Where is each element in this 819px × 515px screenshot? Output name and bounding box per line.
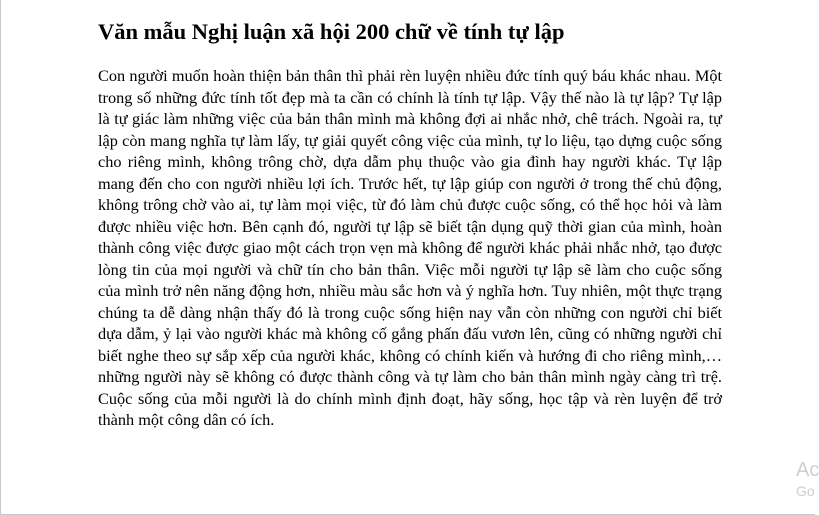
document-title: Văn mẫu Nghị luận xã hội 200 chữ về tính tự lập: [98, 19, 565, 44]
activation-watermark: [796, 458, 819, 500]
document-body-paragraph: Con người muốn hoàn thiện bản thân thì phải rèn luyện nhiều đức tính quý báu khác nhau. Một trong số những đức tính tốt đẹp mà ta cần có chính là tính tự lập. Vậy thế nào là tự lập? Tự lập là tự giác làm những việc của bản thân mình mà không đợi ai nhắc nhở, chê trách. Ngoài ra, tự lập còn mang nghĩa tự làm lấy, tự giải quyết công việc của mình, tự lo liệu, tạo dựng cuộc sống cho riêng mình, không trông chờ, dựa dẫm phụ thuộc vào gia đình hay người khác. Tự lập mang đến cho con người nhiều lợi ích. Trước hết, tự lập giúp con người ở trong thế chủ động, không trông chờ vào ai, tự làm mọi việc, từ đó làm chủ được cuộc sống, có thể học hỏi và làm được nhiều việc hơn. Bên cạnh đó, người tự lập sẽ biết tận dụng quỹ thời gian của mình, hoàn thành công việc được giao một cách trọn vẹn mà không để người khác phải nhắc nhở, tạo được lòng tin của mọi người và chữ tín cho bản thân. Việc mỗi người tự lập sẽ làm cho cuộc sống của mình trở nên năng động hơn, nhiều màu sắc hơn và ý nghĩa hơn. Tuy nhiên, một thực trạng chúng ta dễ dàng nhận thấy đó là trong cuộc sống hiện nay vẫn còn những con người chỉ biết dựa dẫm, ỷ lại vào người khác mà không cố gắng phấn đấu vươn lên, cũng có những người chỉ biết nghe theo sự sắp xếp của người khác, không có chính kiến và hướng đi cho riêng mình,… những người này sẽ không có được thành công và tự làm cho bản thân mình ngày càng trì trệ. Cuộc sống của mỗi người là do chính mình định đoạt, hãy sống, học tập và rèn luyện để trở thành một công dân có ích.: [98, 66, 722, 429]
watermark-line-1: Ac: [796, 459, 819, 481]
watermark-line-2: Go: [796, 483, 815, 499]
